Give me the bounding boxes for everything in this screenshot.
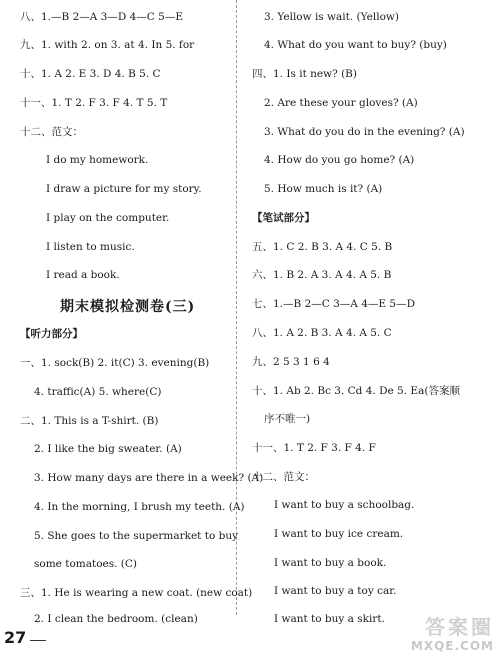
answer-line: 3. What do you do in the evening? (A): [264, 126, 465, 138]
answer-line: 十、1. Ab 2. Bc 3. Cd 4. De 5. Ea(答案顺: [252, 385, 460, 397]
answer-line: 5. How much is it? (A): [264, 183, 383, 195]
watermark-logo: [382, 611, 494, 653]
answer-line: 九、1. with 2. on 3. at 4. In 5. for: [20, 39, 195, 51]
answer-line: 九、2 5 3 1 6 4: [252, 356, 330, 368]
watermark-url: MXQE.COM: [410, 639, 494, 653]
essay-line: I want to buy ice cream.: [274, 528, 404, 540]
answer-line: 5. She goes to the supermarket to buy: [34, 530, 239, 542]
answer-line: 十一、1. T 2. F 3. F 4. T 5. T: [20, 97, 168, 109]
answer-line: 十、1. A 2. E 3. D 4. B 5. C: [20, 68, 161, 80]
answer-line: 3. Yellow is wait. (Yellow): [264, 11, 399, 23]
essay-line: I play on the computer.: [46, 212, 170, 224]
page-number: 27: [4, 628, 27, 647]
answer-line: 2. Are these your gloves? (A): [264, 97, 418, 109]
answer-line: 三、1. He is wearing a new coat. (new coat): [20, 587, 253, 599]
answer-line: 4. How do you go home? (A): [264, 154, 415, 166]
answer-line: 十一、1. T 2. F 3. F 4. F: [252, 442, 376, 454]
essay-line: I listen to music.: [46, 241, 135, 253]
watermark-text: 答案圈: [425, 615, 494, 639]
section-title: 期末模拟检测卷(三): [60, 299, 196, 315]
answer-line: 一、1. sock(B) 2. it(C) 3. evening(B): [20, 357, 210, 369]
answer-line: 七、1.—B 2—C 3—A 4—E 5—D: [252, 298, 416, 310]
answer-line: 2. I clean the bedroom. (clean): [34, 613, 198, 625]
essay-line: I want to buy a book.: [274, 557, 387, 569]
essay-line: I want to buy a schoolbag.: [274, 499, 415, 511]
answer-line: 十二、范文：: [20, 126, 83, 138]
essay-line: I want to buy a skirt.: [274, 613, 385, 625]
answer-line: 十二、范文：: [252, 471, 315, 483]
section-heading: 【笔试部分】: [252, 212, 315, 224]
column-divider: [236, 0, 237, 615]
answer-line: 2. I like the big sweater. (A): [34, 443, 182, 455]
answer-line: 3. How many days are there in a week? (A): [34, 472, 264, 484]
answer-line: 四、1. Is it new? (B): [252, 68, 357, 80]
answer-line-continued: 序不唯一): [264, 413, 311, 425]
answer-line-continued: some tomatoes. (C): [34, 558, 138, 570]
page-number-rule: [30, 640, 46, 641]
answer-line: 六、1. B 2. A 3. A 4. A 5. B: [252, 269, 392, 281]
answer-line: 八、1.—B 2—A 3—D 4—C 5—E: [20, 11, 184, 23]
essay-line: I do my homework.: [46, 154, 149, 166]
answer-line: 二、1. This is a T-shirt. (B): [20, 415, 159, 427]
essay-line: I want to buy a toy car.: [274, 585, 397, 597]
essay-line: I read a book.: [46, 269, 120, 281]
answer-line: 五、1. C 2. B 3. A 4. C 5. B: [252, 241, 393, 253]
section-heading: 【听力部分】: [20, 328, 83, 340]
answer-line: 4. What do you want to buy? (buy): [264, 39, 447, 51]
answer-line: 八、1. A 2. B 3. A 4. A 5. C: [252, 327, 392, 339]
answer-line: 4. traffic(A) 5. where(C): [34, 386, 162, 398]
essay-line: I draw a picture for my story.: [46, 183, 202, 195]
answer-line: 4. In the morning, I brush my teeth. (A): [34, 501, 245, 513]
